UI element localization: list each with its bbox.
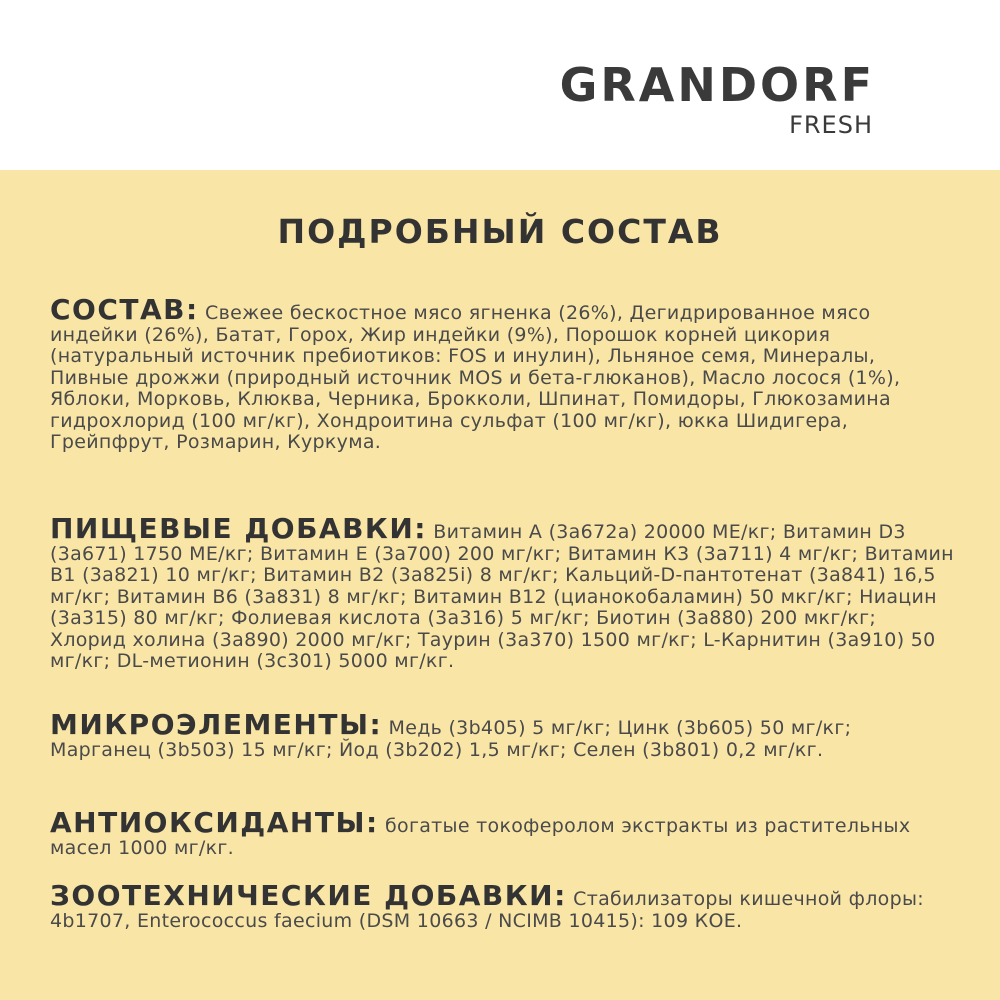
section-label: ЗООТЕХНИЧЕСКИЕ ДОБАВКИ: [50, 879, 567, 912]
page-title: ПОДРОБНЫЙ СОСТАВ [277, 212, 723, 251]
header [0, 0, 1000, 170]
section-antioxidants [50, 806, 955, 859]
section-label: МИКРОЭЛЕМЕНТЫ: [50, 708, 383, 741]
section-text: Медь (3b405) 5 мг/кг; Цинк (3b605) 50 мг/кг; Марганец (3b503) 15 мг/кг; Йод (3b202) 1,5 мг/кг; Селен (3b801) 0,2 мг/кг. [50, 717, 852, 761]
section-label: ПИЩЕВЫЕ ДОБАВКИ: [50, 512, 427, 545]
section-text: богатые токоферолом экстракты из растительных масел 1000 мг/кг. [50, 815, 911, 859]
section-label: СОСТАВ: [50, 293, 199, 326]
section-label: АНТИОКСИДАНТЫ: [50, 806, 379, 839]
logo-main-text: GRANDORF [559, 58, 875, 112]
logo-sub-text: FRESH [789, 111, 873, 139]
section-composition [50, 293, 955, 454]
section-food-additives [50, 512, 955, 673]
brand-logo [560, 58, 875, 138]
section-text: Свежее бескостное мясо ягненка (26%), Дегидрированное мясо индейки (26%), Батат, Горох, Жир индейки (9%), Порошок корней цикория (натуральный источник пребиотиков: FOS и инулин), Льняное семя, Минералы, Пивные дрожжи (природный источник MOS и бета-глюканов), Масло лосося (1%), Яблоки, Морковь, Клюква, Черника, Брокколи, Шпинат, Помидоры, Глюкозамина гидрохлорид (100 мг/кг), Хондроитина сульфат (100 мг/кг), юкка Шидигера, Грейпфрут, Розмарин, Куркума. [50, 302, 901, 453]
section-text: Витамин А (3а672а) 20000 МЕ/кг; Витамин D3 (3а671) 1750 МЕ/кг; Витамин Е (3а700) 200 мг/кг; Витамин К3 (3а711) 4 мг/кг; Витамин В1 (3а821) 10 мг/кг; Витамин В2 (3а825i) 8 мг/кг; Кальций-D-пантотенат (3а841) 16,5 мг/кг; Витамин В6 (3а831) 8 мг/кг; Витамин В12 (цианокобаламин) 50 мкг/кг; Ниацин (3а315) 80 мг/кг; Фолиевая кислота (3а316) 5 мг/кг; Биотин (3а880) 200 мкг/кг; Хлорид холина (3а890) 2000 мг/кг; Таурин (3а370) 1500 мг/кг; L-Карнитин (3а910) 50 мг/кг; DL-метионин (3с301) 5000 мг/кг. [50, 521, 954, 672]
section-trace-elements [50, 708, 955, 761]
section-zootechnical-additives [50, 879, 955, 932]
section-text: Стабилизаторы кишечной флоры: 4b1707, Enterococcus faecium (DSM 10663 / NCIMB 10415): 109 КОЕ. [50, 888, 924, 932]
